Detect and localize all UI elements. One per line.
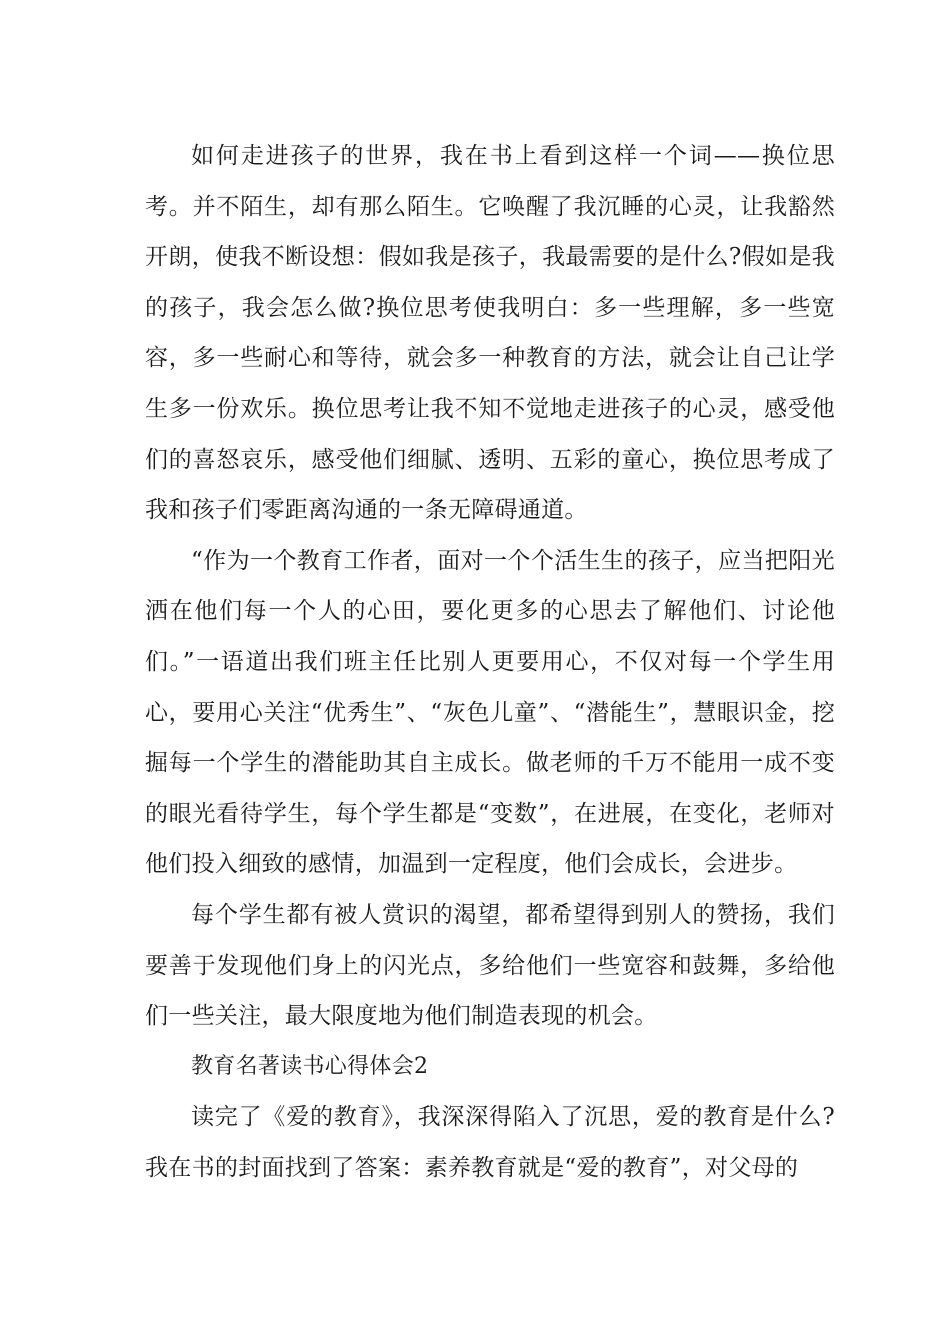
- section-heading: 教育名著读书心得体会2: [191, 1053, 429, 1079]
- paragraph-educator-quote: “作为一个教育工作者，面对一个个活生生的孩子，应当把阳光洒在他们每一个人的心田，要化更多的心思去了解他们、讨论他们。”一语道出我们班主任比别人更要用心，不仅对每一个学生用心，要用心关注“优秀生”、“灰色儿童”、“潜能生”，慧眼识金，挖掘每一个学生的潜能助其自主成长。做老师的千万不能用一成不变的眼光看待学生，每个学生都是“变数”，在进展，在变化，老师对他们投入细致的感情，加温到一定程度，他们会成长，会进步。: [145, 547, 835, 878]
- paragraph-love-education: 读完了《爱的教育》，我深深得陷入了沉思，爱的教育是什么?我在书的封面找到了答案：素养教育就是“爱的教育”，对父母的: [145, 1104, 835, 1181]
- paragraph-perspective-taking: 如何走进孩子的世界，我在书上看到这样一个词——换位思考。并不陌生，却有那么陌生。它唤醒了我沉睡的心灵，让我豁然开朗，使我不断设想：假如我是孩子，我最需要的是什么?假如是我的孩子，我会怎么做?换位思考使我明白：多一些理解，多一些宽容，多一些耐心和等待，就会多一种教育的方法，就会让自己让学生多一份欢乐。换位思考让我不知不觉地走进孩子的心灵，感受他们的喜怒哀乐，感受他们细腻、透明、五彩的童心，换位思考成了我和孩子们零距离沟通的一条无障碍通道。: [145, 143, 835, 524]
- paragraph-appreciation: 每个学生都有被人赏识的渴望，都希望得到别人的赞扬，我们要善于发现他们身上的闪光点，多给他们一些宽容和鼓舞，多给他们一些关注，最大限度地为他们制造表现的机会。: [145, 901, 835, 1030]
- document-body: [145, 131, 835, 1193]
